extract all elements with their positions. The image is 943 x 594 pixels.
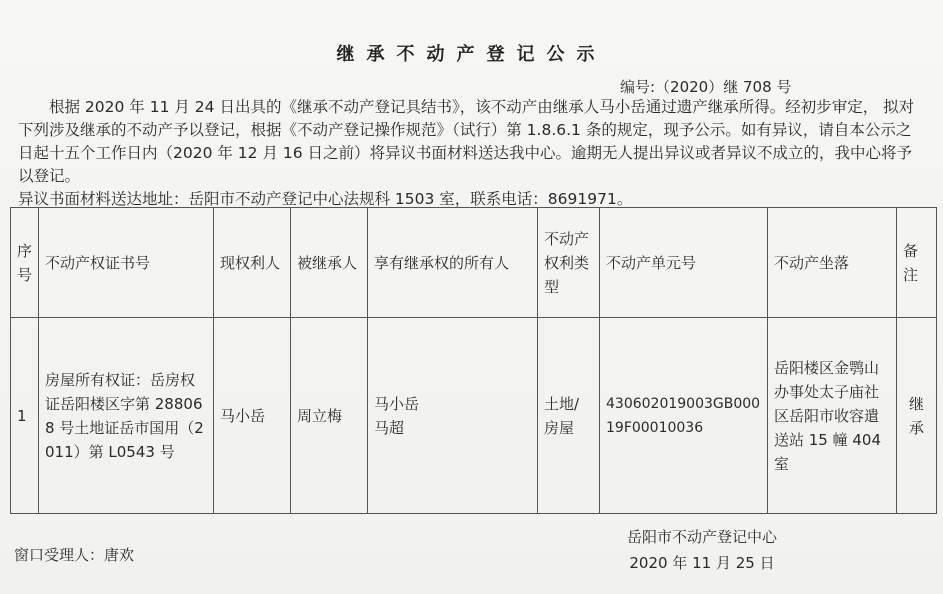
window-receiver: 窗口受理人：唐欢 xyxy=(14,546,135,564)
header-right-type: 不动产权利类型 xyxy=(538,208,600,318)
table-header-row xyxy=(11,208,937,318)
document-number: 编号:（2020）继 708 号 xyxy=(620,78,792,96)
objection-address: 异议书面材料送达地址：岳阳市不动产登记中心法规科 1503 室，联系电话：8691971。 xyxy=(18,190,633,208)
registration-table xyxy=(10,207,937,514)
header-holder: 现权利人 xyxy=(214,208,291,318)
header-seq: 序号 xyxy=(11,208,39,318)
cell-remark: 继承 xyxy=(897,318,937,514)
heir-name: 马小岳 xyxy=(374,394,420,413)
header-decedent: 被继承人 xyxy=(291,208,368,318)
cell-right-type: 土地/房屋 xyxy=(538,318,600,514)
header-unit-no: 不动产单元号 xyxy=(600,208,768,318)
cell-holder: 马小岳 xyxy=(214,318,291,514)
table-row xyxy=(11,318,937,514)
cell-seq: 1 xyxy=(11,318,39,514)
header-cert: 不动产权证书号 xyxy=(39,208,214,318)
cell-location: 岳阳楼区金鹗山办事处太子庙社区岳阳市收容遣送站 15 幢 404 室 xyxy=(768,318,897,514)
cell-decedent: 周立梅 xyxy=(291,318,368,514)
cell-unit-no: 430602019003GB00019F00010036 xyxy=(600,318,768,514)
issue-date: 2020 年 11 月 25 日 xyxy=(629,554,775,572)
notice-paragraph: 根据 2020 年 11 月 24 日出具的《继承不动产登记具结书》，该不动产由继承人马小岳通过遗产继承所得。经初步审定， 拟对下列涉及继承的不动产予以登记，根据《不动产登记操作规范》（试行）第 1.8.6.1 条的规定，现予公示。如有异议，请自本公示之日起十五个工作日内（2020 年 12 月 16 日之前）将异议书面材料送达我中心。逾期无人提出异议或者异议不成立的，我中心将予以登记。 xyxy=(18,98,915,185)
heir-name: 马超 xyxy=(374,418,405,437)
header-location: 不动产坐落 xyxy=(768,208,897,318)
issuing-organization: 岳阳市不动产登记中心 xyxy=(626,528,777,546)
notice-body xyxy=(18,96,923,211)
signature-block xyxy=(592,524,812,576)
document-title: 继承不动产登记公示 xyxy=(336,44,607,65)
header-remark: 备注 xyxy=(897,208,937,318)
cell-heirs xyxy=(368,318,538,514)
header-heirs: 享有继承权的所有人 xyxy=(368,208,538,318)
cell-cert: 房屋所有权证：岳房权证岳阳楼区字第 288068 号土地证岳市国用（2011）第 L0543 号 xyxy=(39,318,214,514)
